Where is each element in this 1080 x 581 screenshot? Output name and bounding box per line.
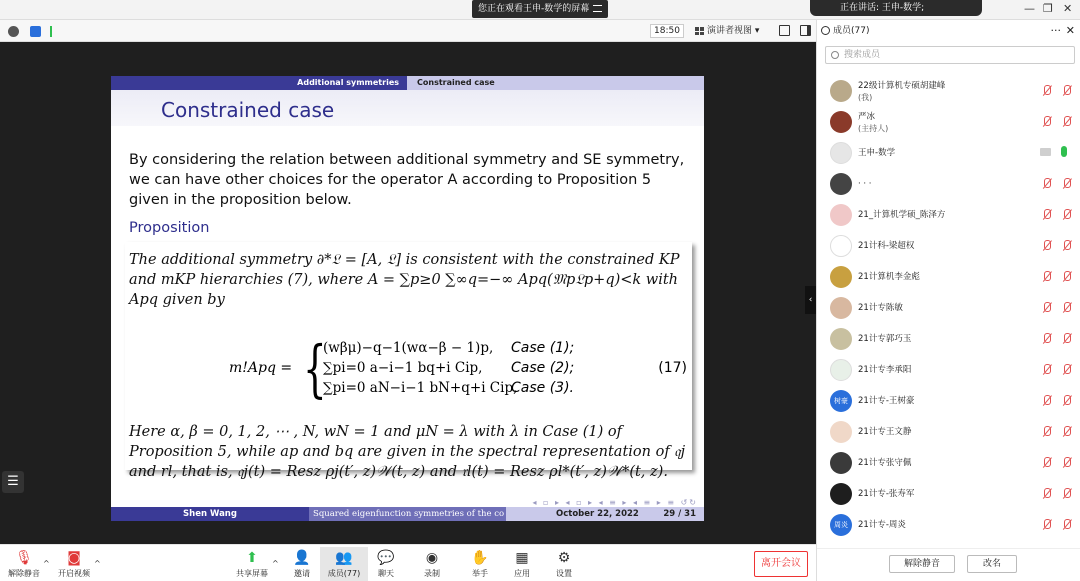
camera-off-icon xyxy=(1061,302,1073,314)
avatar: 树豪 xyxy=(830,390,852,412)
members-icon: 👥 xyxy=(335,550,353,566)
camera-off-icon xyxy=(1061,519,1073,531)
share-screen-icon: ⬆ xyxy=(246,550,258,566)
slide-paragraph: By considering the relation between additional symmetry and SE symmetry, we can have other choices for the operator A according to Proposition 5 given in the proposition below. xyxy=(129,152,685,208)
fullscreen-icon[interactable] xyxy=(779,25,790,36)
member-name xyxy=(858,303,903,314)
close-window-icon[interactable]: ✕ xyxy=(1063,2,1073,15)
search-icon xyxy=(831,51,839,59)
equation-case: Case (1); xyxy=(511,340,575,356)
equation-lhs: m!Apq = xyxy=(229,360,293,376)
invite-icon: 👤 xyxy=(293,550,311,566)
microphone-off-icon xyxy=(1041,519,1053,531)
gear-icon: ⚙ xyxy=(557,550,571,566)
member-name-text: 21计科-梁超权 xyxy=(858,241,915,251)
minimize-icon[interactable]: — xyxy=(1024,2,1035,15)
camera-icon xyxy=(1040,148,1051,156)
member-row[interactable] xyxy=(817,200,1080,231)
panel-title: 成员(77) xyxy=(833,26,870,36)
proposition-heading: Proposition xyxy=(129,220,210,236)
member-row[interactable] xyxy=(817,293,1080,324)
camera-off-icon xyxy=(1061,178,1073,190)
slide-title: Constrained case xyxy=(161,98,335,122)
footer-date-page: October 22, 2022 29 / 31 xyxy=(506,507,704,521)
equation-number: (17) xyxy=(658,360,687,376)
proposition-box xyxy=(125,242,692,480)
microphone-off-icon xyxy=(1041,302,1053,314)
avatar xyxy=(830,328,852,350)
footer-talk-title: Squared eigenfunction symmetries of the co xyxy=(309,507,506,521)
raise-hand-button[interactable]: ✋ 举手 xyxy=(471,550,489,578)
member-row[interactable] xyxy=(817,417,1080,448)
speaking-indicator: 正在讲话: 王申-数学; xyxy=(810,0,982,16)
member-name xyxy=(858,489,914,500)
slide-nav-header: Additional symmetries Constrained case xyxy=(111,76,704,90)
screen-share-indicator[interactable]: 您正在观看王申-数学的屏幕 xyxy=(472,0,608,18)
microphone-off-icon xyxy=(1041,209,1053,221)
record-icon: ◉ xyxy=(425,550,439,566)
panel-footer xyxy=(817,548,1080,581)
microphone-off-icon xyxy=(1041,426,1053,438)
avatar xyxy=(830,483,852,505)
member-row[interactable] xyxy=(817,510,1080,541)
member-name-text: 21_计算机学硕_陈泽方 xyxy=(858,210,946,220)
footer-author: Shen Wang xyxy=(183,509,237,519)
camera-off-icon xyxy=(1061,395,1073,407)
member-role: (主持人) xyxy=(858,124,889,133)
camera-off-icon xyxy=(1061,116,1073,128)
meeting-time: 18:50 xyxy=(650,24,684,38)
start-video-button[interactable]: ◙ 开启视频 xyxy=(58,550,90,578)
avatar: 周炎 xyxy=(830,514,852,536)
member-name-text: 21计专王文静 xyxy=(858,427,912,437)
avatar xyxy=(830,266,852,288)
members-panel xyxy=(816,20,1080,581)
member-name xyxy=(858,334,911,345)
more-icon[interactable]: ··· xyxy=(1050,24,1061,37)
member-row[interactable] xyxy=(817,169,1080,200)
camera-off-icon xyxy=(1061,488,1073,500)
proposition-footnote: Here α, β = 0, 1, 2, ⋯ , N, wN = 1 and μN = λ with λ in Case (1) of Proposition 5, while ap and bq are given in the spectral representation of 𝔮j and rl, that is, 𝔮j(t) = Resz ρj(t′, z)𝒲(t, z) and 𝔯l(t) = Resz ρl*(t′, z)𝒲*(t, z). xyxy=(129,424,686,480)
microphone-off-icon xyxy=(1041,240,1053,252)
avatar xyxy=(830,204,852,226)
slide-footer xyxy=(111,507,704,521)
list-icon[interactable]: ☰ xyxy=(2,471,24,493)
shield-icon[interactable] xyxy=(30,26,41,37)
camera-off-icon xyxy=(1061,85,1073,97)
microphone-on-icon xyxy=(1061,146,1067,157)
bottom-toolbar xyxy=(0,544,816,581)
chevron-up-icon[interactable]: ^ xyxy=(94,559,101,568)
camera-off-icon xyxy=(1061,426,1073,438)
microphone-off-icon xyxy=(1041,457,1053,469)
avatar xyxy=(830,142,852,164)
avatar xyxy=(830,173,852,195)
member-row[interactable] xyxy=(817,262,1080,293)
equation-row: (wβμ)−q−1(wα−β − 1)p, xyxy=(323,340,494,356)
member-name-text: 21计算机李金彪 xyxy=(858,272,920,282)
beamer-navigation-icons[interactable]: ◂ ▫ ▸ ◂ ▫ ▸ ◂ ≡ ▸ ◂ ≡ ▸ ≡ ↺↻ xyxy=(532,498,698,507)
chat-button[interactable]: 💬 聊天 xyxy=(377,550,395,578)
unmute-all-button[interactable]: 解除静音 xyxy=(889,555,955,573)
microphone-off-icon xyxy=(1041,395,1053,407)
close-icon[interactable]: ✕ xyxy=(1065,24,1075,37)
microphone-off-icon xyxy=(1041,85,1053,97)
member-name xyxy=(858,241,914,252)
member-row[interactable] xyxy=(817,107,1080,138)
proposition-text: The additional symmetry ∂*𝔏 = [A, 𝔏] is consistent with the constrained KP and mKP hierarchies (7), where A = ∑p≥0 ∑∞q=−∞ Apq(𝔐p𝔏p+q)<k with Apq given by xyxy=(129,252,680,308)
member-name-text: 21计专李承阳 xyxy=(858,365,912,375)
member-name xyxy=(858,148,895,159)
info-icon[interactable] xyxy=(8,26,19,37)
microphone-off-icon xyxy=(1041,271,1053,283)
chevron-up-icon[interactable]: ^ xyxy=(43,559,50,568)
avatar xyxy=(830,359,852,381)
member-row[interactable] xyxy=(817,231,1080,262)
signal-icon[interactable] xyxy=(50,26,61,37)
member-name-text: 21计专陈敏 xyxy=(858,303,903,313)
member-row[interactable] xyxy=(817,355,1080,386)
member-name-text: 21计专-王树豪 xyxy=(858,396,915,406)
member-name-text: 严冰 xyxy=(858,112,876,122)
meeting-toolbar xyxy=(0,20,816,42)
leave-meeting-button[interactable]: 离开会议 xyxy=(754,551,808,577)
equation-17 xyxy=(229,332,689,405)
camera-off-icon xyxy=(1061,333,1073,345)
person-icon xyxy=(821,26,830,35)
member-name xyxy=(858,210,945,221)
hand-icon: ✋ xyxy=(471,550,489,566)
grid-icon xyxy=(695,27,704,35)
member-name xyxy=(858,179,872,190)
rename-button[interactable]: 改名 xyxy=(967,555,1017,573)
member-name xyxy=(858,272,920,283)
avatar xyxy=(830,80,852,102)
member-name-text: 21计专-周炎 xyxy=(858,520,906,530)
microphone-off-icon: 🎙 xyxy=(15,550,33,566)
apps-icon: ▦ xyxy=(515,550,529,566)
apps-button[interactable]: ▦ 应用 xyxy=(514,550,530,578)
avatar xyxy=(830,297,852,319)
member-name-text: 22级计算机专硕胡建峰 xyxy=(858,81,946,91)
avatar xyxy=(830,235,852,257)
unmute-button[interactable]: 🎙 解除静音 xyxy=(8,550,40,578)
member-row[interactable] xyxy=(817,479,1080,510)
collapse-panel-icon[interactable]: ‹ xyxy=(805,286,816,314)
layout-icon[interactable] xyxy=(800,25,811,36)
shared-screen xyxy=(0,42,816,544)
camera-off-icon xyxy=(1061,457,1073,469)
member-name-text: 21计专-张寿军 xyxy=(858,489,915,499)
member-role: (我) xyxy=(858,93,873,102)
member-name-text: 21计专张守佩 xyxy=(858,458,912,468)
member-row[interactable] xyxy=(817,448,1080,479)
chevron-up-icon[interactable]: ^ xyxy=(272,559,279,568)
slide xyxy=(111,76,704,521)
invite-button[interactable]: 👤 邀请 xyxy=(293,550,311,578)
member-name xyxy=(858,112,888,134)
menu-icon[interactable] xyxy=(593,5,602,12)
record-button[interactable]: ◉ 录制 xyxy=(424,550,440,578)
equation-row: ∑pi=0 a−i−1 bq+i Cip, xyxy=(323,360,483,376)
microphone-off-icon xyxy=(1041,116,1053,128)
avatar xyxy=(830,421,852,443)
member-row[interactable] xyxy=(817,138,1080,169)
member-name xyxy=(858,81,945,103)
member-name-text: 21计专郭巧玉 xyxy=(858,334,912,344)
slide-title-band xyxy=(111,90,704,126)
camera-off-icon xyxy=(1061,240,1073,252)
presenter-view-select[interactable]: 演讲者视图 ▾ xyxy=(693,24,769,38)
panel-header xyxy=(817,20,1080,42)
camera-off-icon xyxy=(1061,271,1073,283)
microphone-off-icon xyxy=(1041,364,1053,376)
camera-off-icon: ◙ xyxy=(67,550,81,566)
member-name xyxy=(858,396,914,407)
member-name-text: · · · xyxy=(858,179,872,189)
camera-off-icon xyxy=(1061,364,1073,376)
equation-case: Case (2); xyxy=(511,360,575,376)
equation-row: ∑pi=0 aN−i−1 bN+q+i Cip, xyxy=(323,380,518,396)
avatar xyxy=(830,111,852,133)
member-name-text: 王申-数学 xyxy=(858,148,896,158)
member-name xyxy=(858,520,906,531)
member-name xyxy=(858,427,911,438)
chevron-down-icon: ▾ xyxy=(754,26,760,36)
microphone-off-icon xyxy=(1041,488,1053,500)
share-screen-button[interactable]: ⬆ 共享屏幕 xyxy=(236,550,268,578)
equation-case: Case (3). xyxy=(511,380,574,396)
equation-brace: { xyxy=(303,332,327,405)
chat-icon: 💬 xyxy=(377,550,395,566)
camera-off-icon xyxy=(1061,209,1073,221)
member-name xyxy=(858,365,911,376)
member-search-input[interactable]: 搜索成员 xyxy=(825,46,1075,64)
members-button[interactable]: 👥 成员(77) xyxy=(320,547,368,581)
settings-button[interactable]: ⚙ 设置 xyxy=(556,550,572,578)
microphone-off-icon xyxy=(1041,178,1053,190)
member-row[interactable] xyxy=(817,324,1080,355)
member-row[interactable] xyxy=(817,76,1080,107)
avatar xyxy=(830,452,852,474)
microphone-off-icon xyxy=(1041,333,1053,345)
member-row[interactable] xyxy=(817,386,1080,417)
top-bar xyxy=(0,0,1080,20)
maximize-icon[interactable]: ❐ xyxy=(1043,2,1053,15)
member-name xyxy=(858,458,911,469)
